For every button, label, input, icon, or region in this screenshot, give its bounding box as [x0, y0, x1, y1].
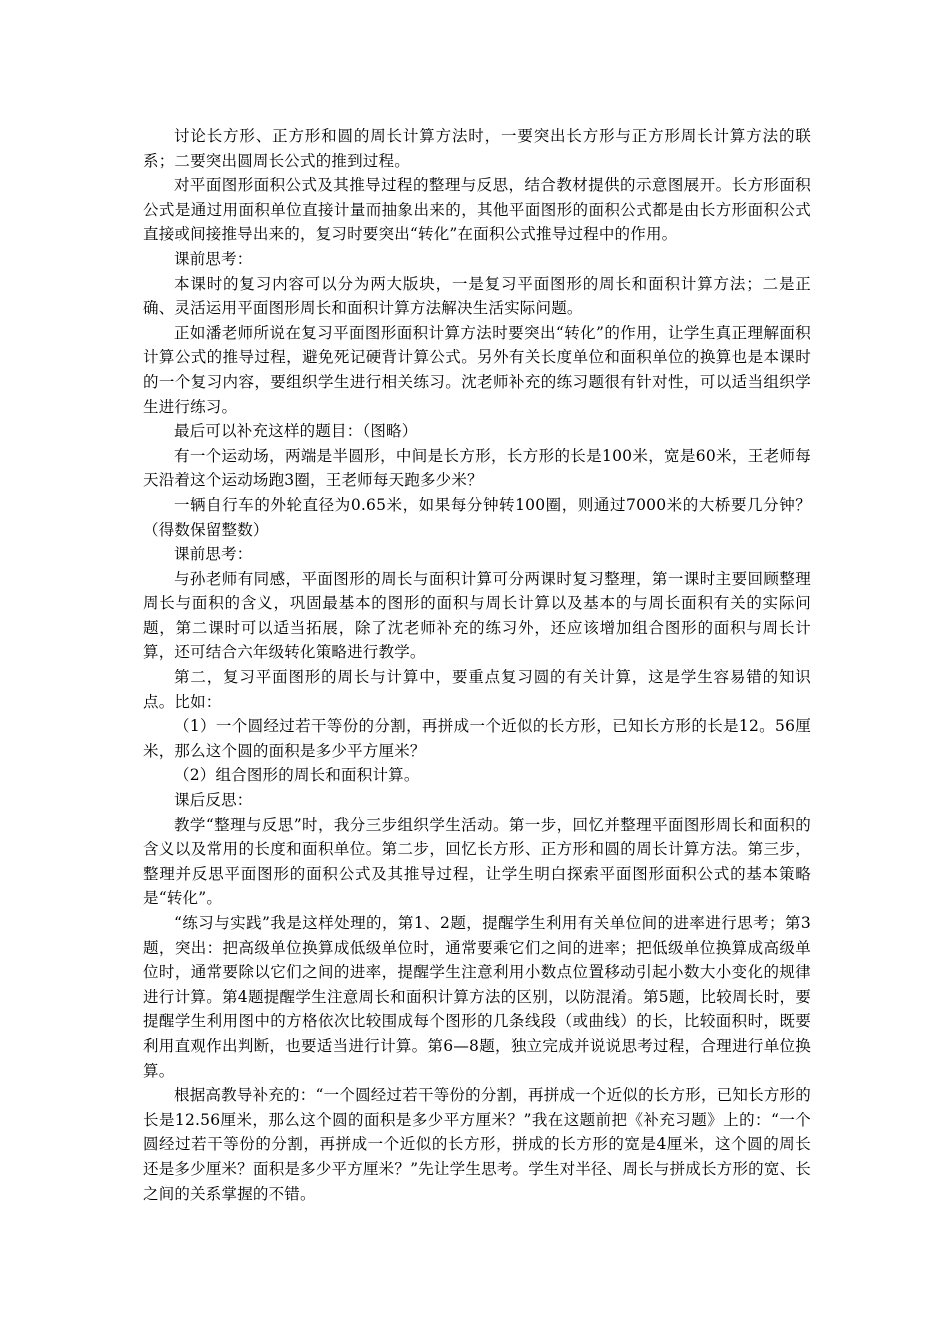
paragraph-teacher-pan: 正如潘老师所说在复习平面图形面积计算方法时要突出“转化”的作用，让学生真正理解面积计算公式的推导过程，避免死记硬背计算公式。另外有关长度单位和面积单位的换算也是本课时的一个复习内容，要组织学生进行相关练习。沈老师补充的练习题很有针对性，可以适当组织学生进行练习。 [143, 323, 811, 416]
paragraph-supplementary-intro: 最后可以补充这样的题目：（图略） [174, 422, 418, 441]
document-page [143, 124, 811, 1206]
paragraph-review-content: 本课时的复习内容可以分为两大版块，一是复习平面图形的周长和面积计算方法；二是正确、灵活运用平面图形周长和面积计算方法解决生活实际问题。 [143, 274, 811, 318]
paragraph-example-1: （1）一个圆经过若干等份的分割，再拼成一个近似的长方形，已知长方形的长是12。56厘米，那么这个圆的面积是多少平方厘米？ [143, 717, 811, 760]
paragraph-practice: “练习与实践”我是这样处理的，第1、2题，提醒学生利用有关单位间的进率进行思考；第3题，突出：把高级单位换算成低级单位时，通常要乘它们之间的进率；把低级单位换算成高级单位时，通常要除以它们之间的进率，提醒学生注意利用小数点位置移动引起小数大小变化的规律进行计算。第4题提醒学生注意周长和面积计算方法的区别，以防混淆。第5题，比较周长时，要提醒学生利用图中的方格依次比较围成每个图形的几条线段（或曲线）的长，比较面积时，既要利用直观作出判断，也要适当进行计算。第6—8题，独立完成并说说思考过程，合理进行单位换算。 [143, 914, 811, 1080]
paragraph-bicycle-problem: 一辆自行车的外轮直径为0.65米，如果每分钟转100圈，则通过7000米的大桥要几分钟？（得数保留整数） [143, 495, 811, 539]
paragraph-example-2: （2）组合图形的周长和面积计算。 [174, 766, 420, 785]
heading-pre-class-thinking-2: 课前思考： [174, 545, 253, 564]
heading-pre-class-thinking-1: 课前思考： [174, 249, 253, 268]
paragraph-teacher-sun: 与孙老师有同感，平面图形的周长与面积计算可分两课时复习整理，第一课时主要回顾整理周长与面积的含义，巩固最基本的图形的面积与周长计算以及基本的与周长面积有关的实际问题，第二课时可以适当拓展，除了沈老师补充的练习外，还应该增加组合图形的面积与周长计算，还可结合六年级转化策略进行教学。 [143, 569, 811, 662]
paragraph-area-formulas: 对平面图形面积公式及其推导过程的整理与反思，结合教材提供的示意图展开。长方形面积公式是通过用面积单位直接计量而抽象出来的，其他平面图形的面积公式都是由长方形面积公式直接或间接推导出来的，复习时要突出“转化”在面积公式推导过程中的作用。 [143, 176, 811, 244]
paragraph-circle-review: 第二，复习平面图形的周长与计算中，要重点复习圆的有关计算，这是学生容易错的知识点。比如： [143, 668, 811, 711]
paragraph-sports-field-problem: 有一个运动场，两端是半圆形，中间是长方形，长方形的长是100米，宽是60米，王老师每天沿着这个运动场跑3圈，王老师每天跑多少米？ [143, 446, 811, 490]
paragraph-teaching-steps: 教学“整理与反思”时，我分三步组织学生活动。第一步，回忆并整理平面图形周长和面积的含义以及常用的长度和面积单位。第二步，回忆长方形、正方形和圆的周长计算方法。第三步，整理并反思平面图形的面积公式及其推导过程，让学生明白探索平面图形面积公式的基本策略是“转化”。 [143, 815, 811, 908]
heading-post-class-reflection: 课后反思： [174, 791, 253, 810]
paragraph-perimeter-methods: 讨论长方形、正方形和圆的周长计算方法时，一要突出长方形与正方形周长计算方法的联系；二要突出圆周长公式的推到过程。 [143, 127, 811, 170]
paragraph-supplement-gao: 根据高教导补充的：“一个圆经过若干等份的分割，再拼成一个近似的长方形，已知长方形的长是12.56厘米，那么这个圆的面积是多少平方厘米？”我在这题前把《补充习题》上的：“一个圆经过若干等份的分割，再拼成一个近似的长方形，拼成的长方形的宽是4厘米，这个圆的周长还是多少厘米？面积是多少平方厘米？”先让学生思考。学生对半径、周长与拼成长方形的宽、长之间的关系掌握的不错。 [143, 1086, 811, 1203]
